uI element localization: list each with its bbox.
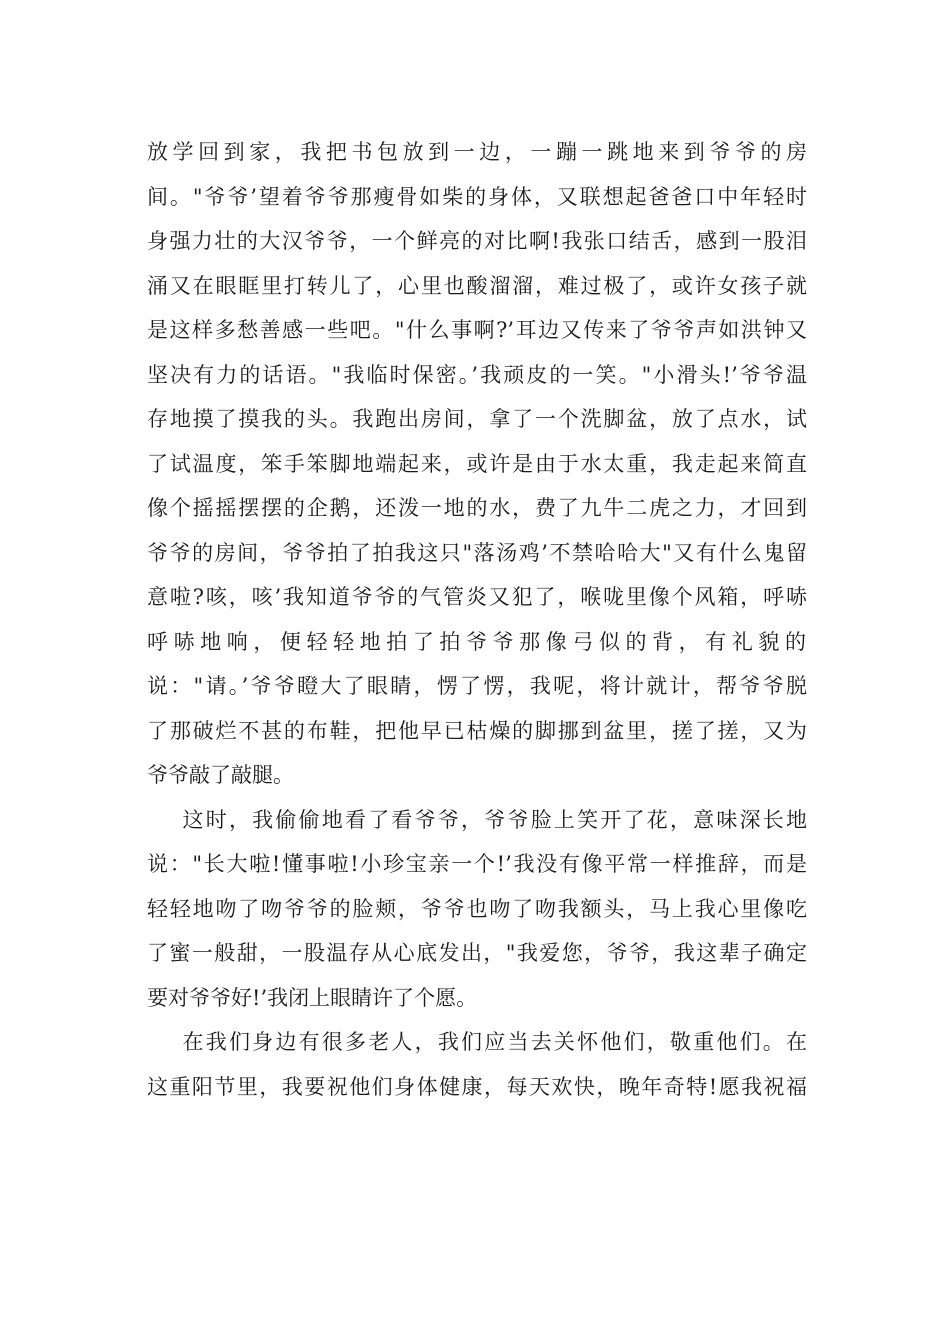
paragraph-line: 爷爷的房间，爷爷拍了拍我这只"落汤鸡’不禁哈哈大"又有什么鬼留: [147, 540, 807, 565]
paragraph-line: 说："请。’爷爷瞪大了眼睛，愣了愣，我呢，将计就计，帮爷爷脱: [147, 674, 807, 698]
paragraph-line: 了那破烂不甚的布鞋，把他早已枯燥的脚挪到盆里，搓了搓，又为: [147, 718, 807, 743]
paragraph-line: 放学回到家，我把书包放到一边，一蹦一跳地来到爷爷的房: [147, 140, 807, 164]
paragraph-line: 身强力壮的大汉爷爷，一个鲜亮的对比啊!我张口结舌，感到一股泪: [147, 229, 807, 253]
paragraph-line: 意啦?咳，咳’我知道爷爷的气管炎又犯了，喉咙里像个风箱，呼哧: [147, 585, 807, 609]
paragraph-3: [147, 1020, 807, 1109]
paragraph-line: 了试温度，笨手笨脚地端起来，或许是由于水太重，我走起来简直: [147, 451, 807, 476]
paragraph-line: 这时，我偷偷地看了看爷爷，爷爷脸上笑开了花，意味深长地: [147, 807, 807, 832]
paragraph-2: [147, 798, 807, 1021]
paragraph-line: 像个摇摇摆摆的企鹅，还泼一地的水，费了九牛二虎之力，才回到: [147, 496, 807, 520]
paragraph-line: 轻轻地吻了吻爷爷的脸颊，爷爷也吻了吻我额头，马上我心里像吃: [147, 896, 807, 921]
paragraph-line: 这重阳节里，我要祝他们身体健康，每天欢快，晚年奇特!愿我祝福: [147, 1074, 807, 1099]
paragraph-line: 呼哧地响，便轻轻地拍了拍爷爷那像弓似的背，有礼貌的: [147, 629, 807, 654]
paragraph-line: 了蜜一般甜，一股温存从心底发出，"我爱您，爷爷，我这辈子确定: [147, 941, 807, 965]
paragraph-line: 说："长大啦!懂事啦!小珍宝亲一个!’我没有像平常一样推辞，而是: [147, 852, 807, 876]
paragraph-line: 坚决有力的话语。"我临时保密。’我顽皮的一笑。"小滑头!’爷爷温: [147, 362, 807, 387]
paragraph-line: 是这样多愁善感一些吧。"什么事啊?’耳边又传来了爷爷声如洪钟又: [147, 318, 807, 342]
paragraph-line: 在我们身边有很多老人，我们应当去关怀他们，敬重他们。在: [147, 1030, 807, 1054]
paragraph-1: [147, 130, 807, 798]
paragraph-line: 间。"爷爷’望着爷爷那瘦骨如柴的身体，又联想起爸爸口中年轻时: [147, 184, 807, 209]
paragraph-line: 涌又在眼眶里打转儿了，心里也酸溜溜，难过极了，或许女孩子就: [147, 273, 807, 298]
paragraph-line: 爷爷敲了敲腿。: [147, 763, 294, 787]
paragraph-line: 存地摸了摸我的头。我跑出房间，拿了一个洗脚盆，放了点水，试: [147, 407, 807, 431]
paragraph-line: 要对爷爷好!’我闭上眼睛许了个愿。: [147, 985, 478, 1010]
essay-body: [147, 130, 807, 1109]
